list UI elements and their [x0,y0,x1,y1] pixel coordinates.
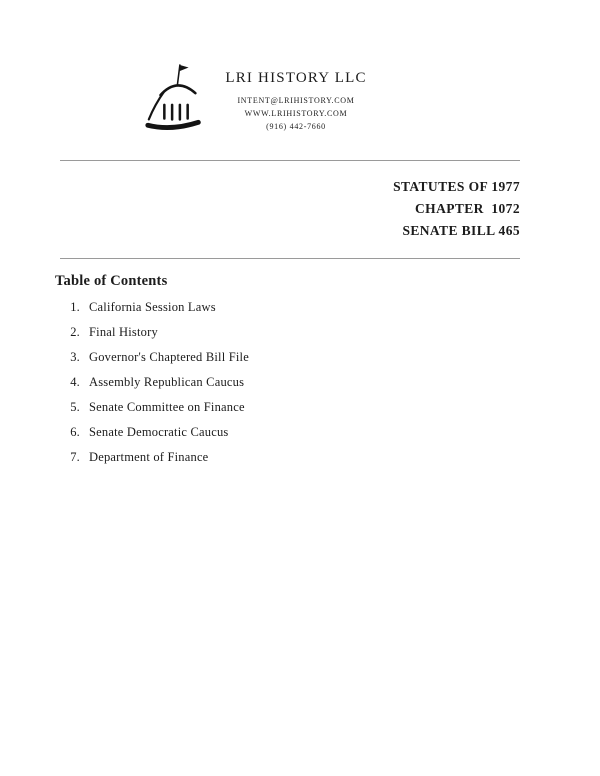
toc-item-label: Final History [89,325,158,339]
chapter-line: CHAPTER 1072 [415,201,520,216]
statute-reference-block [393,176,520,242]
divider-top [60,160,520,161]
toc-item-label: Senate Democratic Caucus [89,425,229,439]
toc-item-label: California Session Laws [89,300,216,314]
toc-item [62,400,482,425]
toc-item-label: Governor's Chaptered Bill File [89,350,249,364]
divider-bottom [60,258,520,259]
toc-item [62,375,482,400]
toc-item [62,300,482,325]
toc-item-number: 5. [70,400,80,414]
toc-item-label: Senate Committee on Finance [89,400,245,414]
company-phone: (916) 442-7660 [266,122,326,131]
company-name: LRI HISTORY LLC [225,70,367,86]
toc-item-number: 3. [70,350,80,364]
statutes-line: STATUTES OF 1977 [393,179,520,194]
toc-title: Table of Contents [55,273,168,289]
toc-item-number: 4. [70,375,80,389]
toc-item-label: Department of Finance [89,450,209,464]
company-website: WWW.LRIHISTORY.COM [244,109,348,118]
toc-item-label: Assembly Republican Caucus [89,375,245,389]
toc-item [62,450,482,475]
toc-item-number: 7. [70,450,80,464]
company-header [208,70,384,133]
toc-item [62,425,482,450]
senate-bill-line: SENATE BILL 465 [402,223,520,238]
toc-item-number: 6. [70,425,80,439]
capitol-logo-icon [142,60,210,140]
toc-list [62,300,482,475]
company-email: INTENT@LRIHISTORY.COM [237,96,355,105]
toc-item-number: 2. [70,325,80,339]
toc-item [62,350,482,375]
toc-item [62,325,482,350]
toc-item-number: 1. [70,300,80,314]
